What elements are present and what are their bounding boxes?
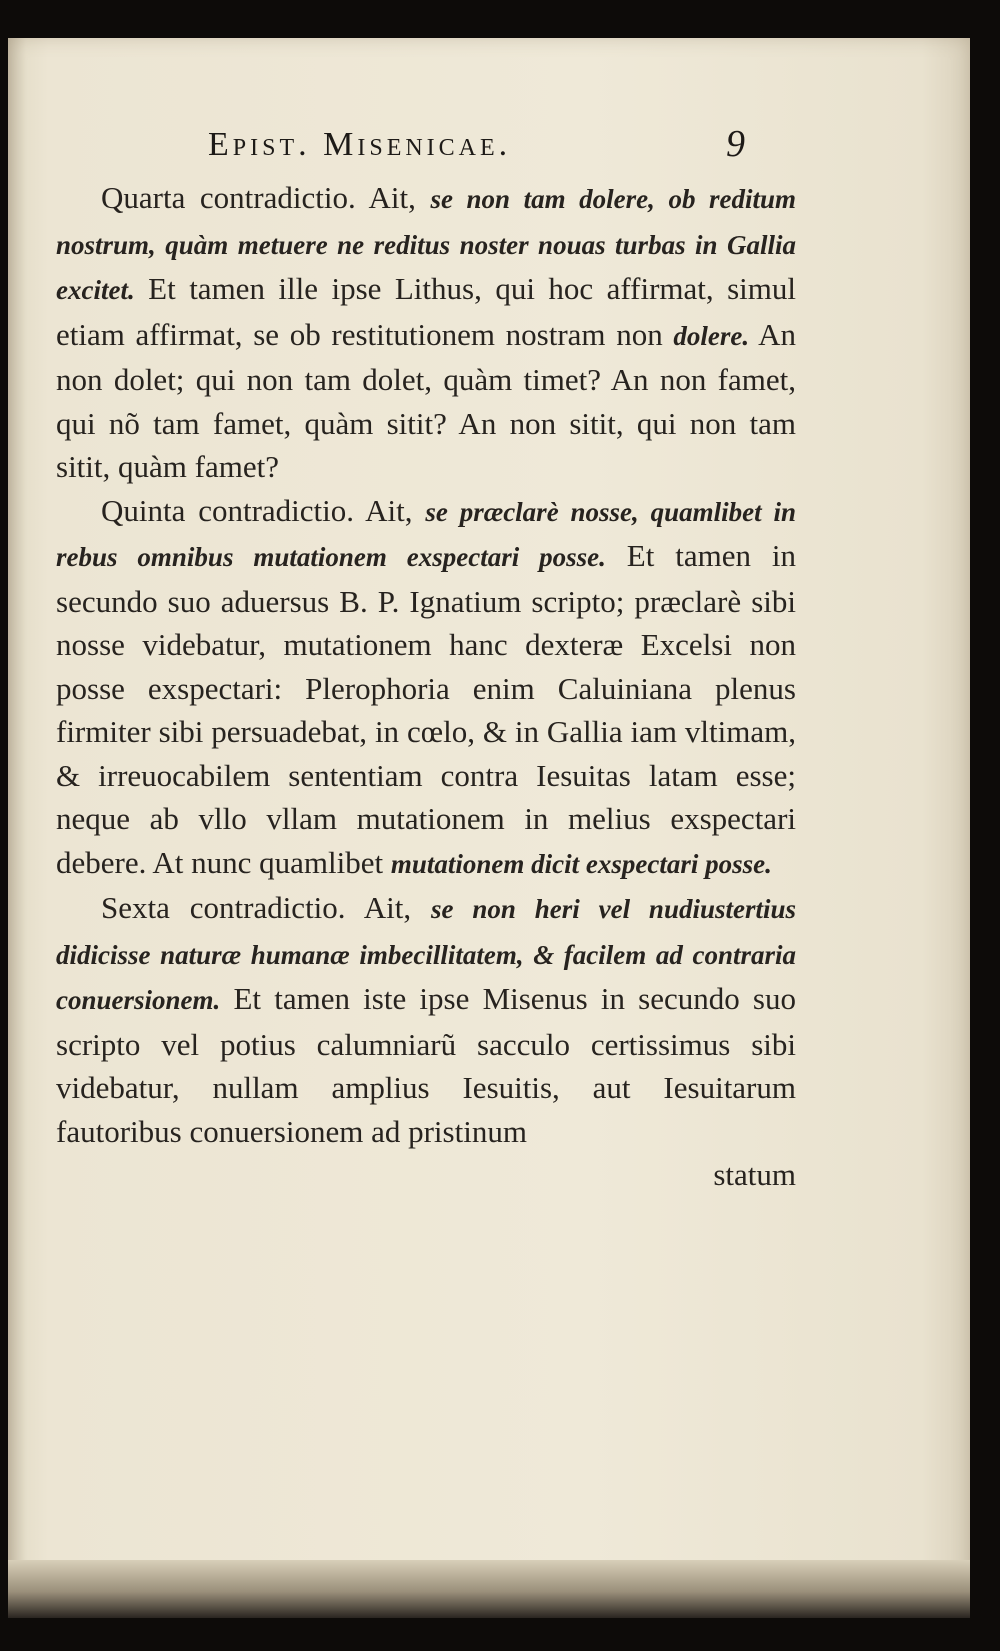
italic-quote: se præclarè nosse, quamlibet in rebus omnibus mutationem exspectari posse. xyxy=(56,496,796,572)
text-segment: Et tamen ille ipse Lithus, qui hoc affirmat, simul etiam affirmat, se ob restitutionem nostram non xyxy=(56,271,796,352)
page-header xyxy=(8,90,970,165)
paragraph xyxy=(56,886,796,1153)
catchword: statum xyxy=(713,1157,796,1192)
text-segment: Quinta contradictio. Ait, xyxy=(101,492,426,528)
paragraph xyxy=(56,176,796,489)
paragraph xyxy=(56,489,796,887)
book-page xyxy=(8,38,970,1618)
text-segment: Et tamen in secundo suo aduersus B. P. Ignatium scripto; præclarè sibi nosse videbatur, mutationem hanc dexteræ Excelsi non posse exspectari: Plerophoria enim Caluiniana plenus firmiter sibi persuadebat, in cœlo, & in Gallia iam vltimam, & irreuocabilem sententiam contra Iesuitas latam esse; neque ab vllo vllam mutationem in melius exspectari debere. At nunc quamlibet xyxy=(56,538,796,880)
text-segment: Quarta contradictio. Ait, xyxy=(101,180,431,215)
text-segment: Sexta contradictio. Ait, xyxy=(101,890,431,925)
italic-quote: mutationem dicit exspectari posse. xyxy=(390,848,772,879)
page-number: 9 xyxy=(726,123,745,165)
italic-quote: se non heri vel nudiustertius didicisse naturæ humanæ imbecillitatem, & facilem ad contraria conuersionem. xyxy=(56,894,797,1015)
page-bottom-edge xyxy=(8,1560,970,1618)
italic-quote: se non tam dolere, ob reditum nostrum, quàm metuere ne reditus noster nouas turbas in Gallia excitet. xyxy=(56,184,797,305)
italic-quote: dolere. xyxy=(673,320,750,351)
text-segment: An non dolet; qui non tam dolet, quàm timet? An non famet, qui nõ tam famet, quàm sitit? An non sitit, qui non tam sitit, quàm famet? xyxy=(56,316,796,484)
text-segment: Et tamen iste ipse Misenus in secundo suo scripto vel potius calumniarũ sacculo certissimus sibi videbatur, nullam amplius Iesuitis, aut Iesuitarum fautoribus conuersionem ad pristinum xyxy=(56,981,796,1149)
body-text xyxy=(56,176,796,1197)
running-head: Epist. Misenicae. xyxy=(208,126,512,163)
